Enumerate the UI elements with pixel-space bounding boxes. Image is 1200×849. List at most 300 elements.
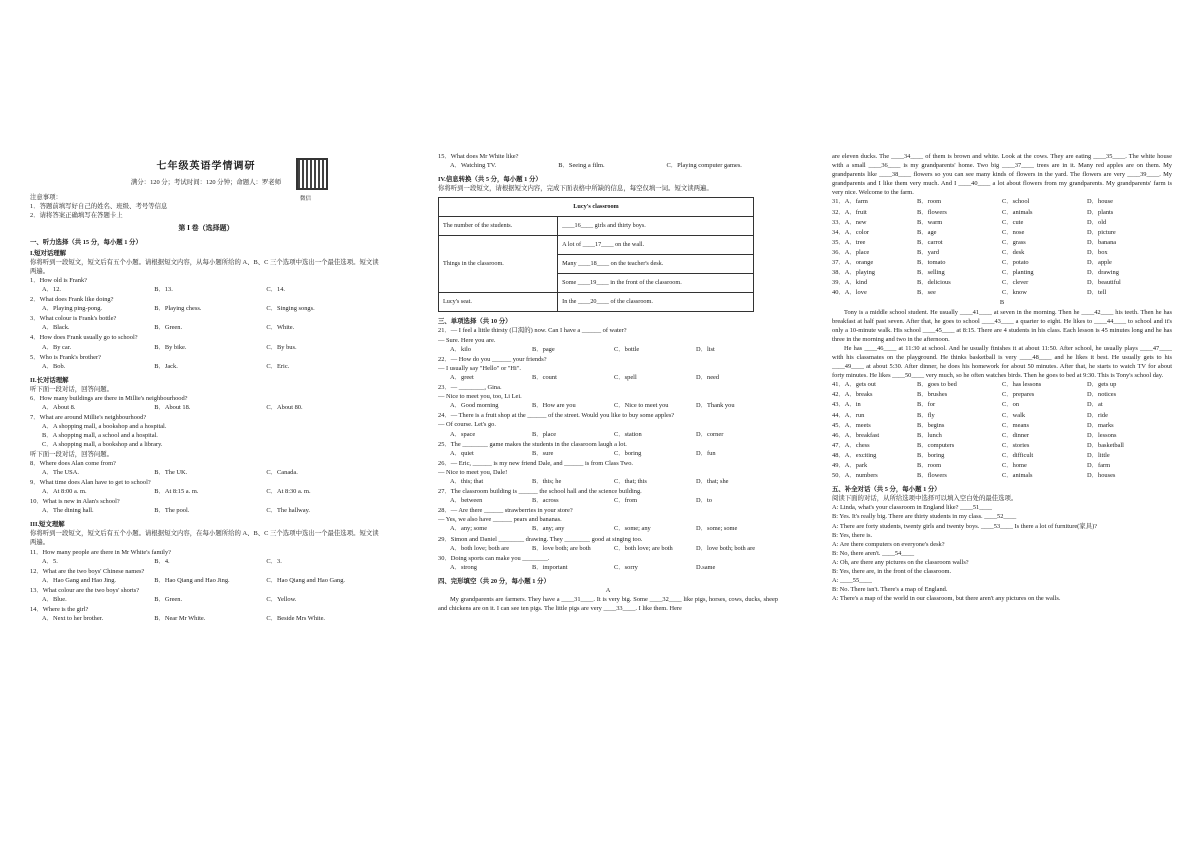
option: C．boring <box>614 449 642 457</box>
exam-info: 满分：120 分；考试时间：120 分钟；命题人：罗老师 <box>130 179 282 187</box>
option: C．some; any <box>614 525 651 533</box>
question-text: 13．What colour are the two boys' shorts? <box>30 586 140 594</box>
option: C．Yellow. <box>266 595 297 603</box>
info-table <box>438 197 754 312</box>
passage-label: B <box>999 299 1005 307</box>
option: 50．A．numbers <box>832 472 878 480</box>
option: C．Beside Mrs White. <box>266 615 326 623</box>
question-text: 22．— How do you ______ your friends? <box>438 355 547 363</box>
option: B．room <box>917 198 942 206</box>
options-row <box>30 285 382 294</box>
option: A．Watching TV. <box>450 162 497 170</box>
option: 44．A．run <box>832 411 865 419</box>
option: A．this; that <box>450 477 484 485</box>
option: C．About 80. <box>266 404 303 412</box>
option: B．boring <box>917 451 945 459</box>
option: 41．A．gets out <box>832 381 876 389</box>
options-row <box>832 471 1172 480</box>
qr-code-icon <box>296 158 328 190</box>
option: D．drawing <box>1087 269 1119 277</box>
option: B．How are you <box>532 402 576 410</box>
option: C．clever <box>1002 279 1029 287</box>
option: C．know <box>1002 289 1027 297</box>
question-text: 29．Simon and Daniel ________ drawing. They ________ good at singing too. <box>438 535 643 543</box>
option: C．Singing songs. <box>266 305 315 313</box>
option: D．that; she <box>696 477 729 485</box>
dialog <box>832 503 1172 603</box>
question-group <box>438 326 778 571</box>
option: B．Playing chess. <box>154 305 202 313</box>
question-text: 5．Who is Frank's brother? <box>30 353 101 361</box>
option: C．14. <box>266 285 286 293</box>
question-text: 12．What are the two boys' Chinese names? <box>30 567 145 575</box>
option: A．Good morning <box>450 402 499 410</box>
option: B．4. <box>154 557 170 565</box>
options-row <box>30 362 382 371</box>
option: B．begins <box>917 421 945 429</box>
option: B．any; any <box>532 525 565 533</box>
option: C．bottle <box>614 345 640 353</box>
option: 34．A．color <box>832 228 869 236</box>
option: A．kilo <box>450 345 471 353</box>
option: D．banana <box>1087 238 1117 246</box>
options-row <box>438 373 778 382</box>
options-row <box>832 431 1172 440</box>
option: B．page <box>532 345 555 353</box>
option: D．box <box>1087 248 1108 256</box>
option: B．Near Mr White. <box>154 615 206 623</box>
option: 47．A．chess <box>832 441 870 449</box>
notes-heading: 注意事项： <box>30 194 62 202</box>
options-row <box>30 323 382 332</box>
option: A．Next to her brother. <box>42 615 104 623</box>
dialog-line: A: There's a map of the world in our classroom, but there aren't any pictures on the walls. <box>832 595 1061 603</box>
option: C．At 8:30 a. m. <box>266 487 311 495</box>
question-text: — Nice to meet you, Dale! <box>438 468 508 476</box>
option: A．space <box>450 430 476 438</box>
options-row <box>438 449 778 458</box>
option: C．that; this <box>614 477 647 485</box>
note-item: 2．请将答案正确填写在答题卡上 <box>30 212 123 220</box>
option: C．school <box>1002 198 1030 206</box>
question-text: 23．— ________, Gina. <box>438 384 502 392</box>
options-row <box>832 228 1172 237</box>
option: D．fun <box>696 449 716 457</box>
question-text: 15．What does Mr White like? <box>438 153 519 160</box>
option: D．beautiful <box>1087 279 1121 287</box>
options-row <box>832 218 1172 227</box>
dialog-line: B: Yes, there is. <box>832 531 873 539</box>
option: A．between <box>450 497 483 505</box>
option: C．on <box>1002 401 1020 409</box>
question-group <box>30 276 382 371</box>
option: 49．A．park <box>832 462 868 469</box>
option: B．lunch <box>917 431 942 439</box>
options-row <box>30 595 382 604</box>
options-row <box>30 506 382 515</box>
option: D．corner <box>696 430 724 438</box>
passage-text: Tony is a middle school student. He usually ____41____ at seven in the morning. Then he ____42____ his teeth. Then he has breakfast at half past seven. After that, he goes to school ____43____ a quarter to eight. He likes to ____44____ to school and it's only a 10-minute walk. His school ____45____ at 8:15. There are 4 students in his class. Each lesson is 45 minutes long and he has three in the morning and two in the afternoon. <box>832 308 1172 343</box>
option: A．any; some <box>450 525 488 533</box>
options-row <box>832 248 1172 257</box>
option: D．tell <box>1087 289 1107 297</box>
option: D．house <box>1087 198 1113 206</box>
option: B．see <box>917 289 936 297</box>
question-group <box>30 459 382 516</box>
option: 43．A．in <box>832 401 861 409</box>
option: A．Playing ping-pong. <box>42 305 102 313</box>
option: 37．A．orange <box>832 259 874 267</box>
options-row <box>30 304 382 313</box>
option: B．A shopping mall, a school and a hospital. <box>42 432 158 440</box>
option: B．The UK. <box>154 468 188 476</box>
table-cell: Many ____18____ on the teacher's desk. <box>558 255 754 274</box>
option: A．A shopping mall, a bookshop and a hospital. <box>42 423 167 431</box>
option: C．Canada. <box>266 468 298 476</box>
option: C．sorry <box>614 563 638 571</box>
options-row <box>438 430 778 439</box>
dialog-line: B: Yes, there are, in the front of the classroom. <box>832 568 952 576</box>
table-cell: ____16____ girls and thirty boys. <box>558 217 754 236</box>
option: B．At 8:15 a. m. <box>154 487 199 495</box>
subsection-heading: I.短对话理解 <box>30 249 67 257</box>
options-row <box>832 258 1172 267</box>
option: A．The USA. <box>42 468 79 476</box>
option: 33．A．new <box>832 218 867 226</box>
option: 32．A．fruit <box>832 208 867 216</box>
option: A．At 8:00 a. m. <box>42 487 87 495</box>
option: B．Green. <box>154 595 183 603</box>
options-row <box>832 421 1172 430</box>
option: B．Green. <box>154 324 183 332</box>
option: B．warm <box>917 218 943 226</box>
option: C．home <box>1002 462 1027 469</box>
option: C．White. <box>266 324 295 332</box>
option: D．need <box>696 373 720 381</box>
option: D．marks <box>1087 421 1114 429</box>
options-row <box>832 278 1172 287</box>
option: C．A shopping mall, a bookshop and a library. <box>42 441 163 449</box>
option: A．12. <box>42 285 61 293</box>
option: B．carrot <box>917 238 943 246</box>
question-text: 3．What colour is Frank's bottle? <box>30 315 117 323</box>
options-row <box>30 468 382 477</box>
option: B．goes to bed <box>917 381 957 389</box>
option: B．selling <box>917 269 945 277</box>
table-cell: A lot of ____17____ on the wall. <box>558 236 754 255</box>
option: B．By bike. <box>154 343 187 351</box>
option: 48．A．exciting <box>832 451 877 459</box>
option: C．walk <box>1002 411 1026 419</box>
option: B．this; he <box>532 477 562 485</box>
instructions: 你将听到一段短文，短文后有五个小题。请根据短文内容，从每小题所给的 A、B、C 三个选项中选出一个最佳选项。短文读两遍。 <box>30 258 379 275</box>
option: C．both love; are both <box>614 544 673 552</box>
option: C．stories <box>1002 441 1030 449</box>
question-text: 11．How many people are there in Mr White's family? <box>30 548 171 556</box>
table-label: Things in the classroom. <box>439 236 558 293</box>
options-row <box>438 544 778 553</box>
option: C．means <box>1002 421 1029 429</box>
option: C．The hallway. <box>266 507 310 515</box>
question-text: — Sure. Here you are. <box>438 336 496 344</box>
option: D．little <box>1087 451 1110 459</box>
passage-text: He has ____46____ at 11:30 at school. And he usually finishes it at about 11:50. After school, he usually plays ____47____ with his classmates on the playground. He thinks basketball is very ____48____ and he likes it best. He usually gets to his ____49____ at about 5:30. After dinner, he does his homework for about 50 minutes. After that, he starts to watch TV for about forty minutes. He likes ____50____ very much, so he often watches birds. Then he goes to bed at 9:30. This is Tony's school day. <box>832 344 1172 380</box>
option: D．basketball <box>1087 441 1124 449</box>
options-row <box>832 461 1172 470</box>
option: C．Hao Qiang and Hao Gang. <box>266 576 345 584</box>
option: B．flowers <box>917 208 947 216</box>
question-text: 2．What does Frank like doing? <box>30 296 114 304</box>
dialog-line: A: Oh, are there any pictures on the classroom walls? <box>832 558 969 566</box>
option-grid <box>832 197 1172 297</box>
option: 36．A．place <box>832 248 870 256</box>
question-text: 10．What is new in Alan's school? <box>30 498 120 506</box>
option: A．By car. <box>42 343 72 351</box>
dialog-line: A: There are forty students, twenty girls and twenty boys. ____53____ Is there a lot of furniture(家具)? <box>832 522 1098 530</box>
option: B．room <box>917 462 942 469</box>
column-middle <box>438 0 778 849</box>
option: B．Hao Qiang and Hao Jing. <box>154 576 230 584</box>
option: C．difficult <box>1002 451 1034 459</box>
option: A．About 8. <box>42 404 76 412</box>
options-row <box>438 563 778 572</box>
question-text: 7．What are around Millie's neighbourhood? <box>30 414 147 422</box>
option: B．important <box>532 563 568 571</box>
passage-label: A <box>605 587 611 594</box>
table-label: Lucy's seat. <box>439 293 558 312</box>
option: 38．A．playing <box>832 269 875 277</box>
option: C．3. <box>266 557 282 565</box>
option: D．apple <box>1087 259 1112 267</box>
options-row <box>30 576 382 585</box>
option: B．fly <box>917 411 935 419</box>
question-group <box>30 548 382 624</box>
option: 31．A．farm <box>832 198 868 206</box>
option: B．About 18. <box>154 404 191 412</box>
subsection-heading: III.短文理解 <box>30 521 65 529</box>
part-one-title: 第 I 卷（选择题） <box>178 223 234 232</box>
option: D．houses <box>1087 472 1116 480</box>
option: C．planting <box>1002 269 1034 277</box>
instructions: 听下面一段对话，回答问题。 <box>30 385 114 393</box>
table-title: Lucy's classroom <box>439 198 754 217</box>
option: D．Thank you <box>696 402 735 410</box>
options-row <box>832 390 1172 399</box>
option: B．sure <box>532 449 554 457</box>
option: D．plants <box>1087 208 1114 216</box>
option: D．old <box>1087 218 1107 226</box>
option: 40．A．love <box>832 289 867 297</box>
dialog-line: B: Yes. It's really big. There are thirty students in my class. ____52____ <box>832 513 1017 521</box>
question-text: 25．The ________ game makes the students in the classroom laugh a lot. <box>438 440 627 448</box>
table-cell: Some ____19____ in the front of the classroom. <box>558 274 754 293</box>
question-text: 24．— There is a fruit shop at the ______ of the street. Would you like to buy some apples? <box>438 412 675 420</box>
dialog-line: A: Are there computers on everyone's desk? <box>832 540 945 548</box>
option: C．from <box>614 497 638 505</box>
question-text: 28．— Are there ______ strawberries in your store? <box>438 507 573 515</box>
options-row <box>438 496 778 505</box>
options-row <box>438 161 778 170</box>
question-group <box>30 394 382 450</box>
question-text: 8．Where does Alan come from? <box>30 459 116 467</box>
instructions: 阅读下面的对话，从所给选项中选择可以填入空白处的最佳选项。 <box>832 495 1018 503</box>
dialog-line: A: ____55____ <box>832 577 872 585</box>
option: B．count <box>532 373 557 381</box>
options-row <box>832 208 1172 217</box>
option: D．at <box>1087 401 1103 409</box>
options-row <box>832 288 1172 297</box>
option: 45．A．meets <box>832 421 871 429</box>
options-row <box>30 557 382 566</box>
option: C．desk <box>1002 248 1025 256</box>
option: D．farm <box>1087 462 1111 469</box>
options-row <box>832 451 1172 460</box>
option: B．The pool. <box>154 507 190 515</box>
question-text: — Of course. Let's go. <box>438 421 496 429</box>
options-row <box>832 400 1172 409</box>
options-row <box>832 197 1172 206</box>
option: D．to <box>696 497 712 505</box>
section-heading: IV.信息转换（共 5 分，每小题 1 分） <box>438 176 542 184</box>
notes <box>30 193 382 220</box>
options-row <box>30 614 382 623</box>
option: A．Black. <box>42 324 70 332</box>
option: B．computers <box>917 441 955 449</box>
instructions: 你将听到一段短文，请根据短文内容，完成下面表格中所缺的信息，每空仅填一词。短文读两遍。 <box>438 185 713 193</box>
option: C．nose <box>1002 228 1025 236</box>
options-row <box>30 403 382 412</box>
question-group <box>438 152 778 170</box>
option: A．both love; both are <box>450 544 510 552</box>
question-text: 4．How does Frank usually go to school? <box>30 334 138 342</box>
options-row <box>832 411 1172 420</box>
section-heading: 五、补全对话（共 5 分，每小题 1 分） <box>832 486 941 494</box>
option: B．flowers <box>917 472 947 480</box>
column-left <box>30 0 382 849</box>
option: C．potato <box>1002 259 1029 267</box>
question-text: 6．How many buildings are there in Millie's neighbourhood? <box>30 395 188 402</box>
options-row <box>30 343 382 352</box>
option: 35．A．tree <box>832 238 866 246</box>
option: B．love both; are both <box>532 544 591 552</box>
options-row <box>438 477 778 486</box>
question-text: 14．Where is the girl? <box>30 606 89 614</box>
option: C．dinner <box>1002 431 1029 439</box>
option: A．Hao Gang and Hao Jing. <box>42 576 117 584</box>
option: 42．A．breaks <box>832 391 873 399</box>
option: D．lessons <box>1087 431 1117 439</box>
qr-label: 微信 <box>300 196 312 202</box>
option: B．Jack. <box>154 362 178 370</box>
question-text: — I usually say "Hello" or "Hi". <box>438 364 522 372</box>
option: C．animals <box>1002 472 1033 480</box>
instructions: 你将听到一段短文，短文后有五个小题。请根据短文内容，在每小题所给的 A、B、C 三个选项中选出一个最佳选项。短文读两遍。 <box>30 530 379 547</box>
instructions: 听下面一段对话，回答问题。 <box>30 450 114 458</box>
option: A．The dining hall. <box>42 507 94 515</box>
dialog-line: A: Linda, what's your classroom in England like? ____51____ <box>832 504 993 512</box>
option: B．across <box>532 497 559 505</box>
option: B．age <box>917 228 937 236</box>
question-text: 27．The classroom building is ______ the school hall and the science building. <box>438 488 642 496</box>
option: C．Playing computer games. <box>666 162 742 170</box>
option: D．love both; both are <box>696 544 756 552</box>
options-row <box>832 380 1172 389</box>
option: C．spell <box>614 373 637 381</box>
passage-text: My grandparents are farmers. They have a ____31____. It is very big. Some ____32____ like pigs, horses, cows, ducks, sheep and chickens are on it. I can see ten pigs. The little pigs are very ____33____. I like them. Here <box>438 596 778 613</box>
option: C．cute <box>1002 218 1024 226</box>
option: D．picture <box>1087 228 1116 236</box>
option: B．brushes <box>917 391 948 399</box>
option: 46．A．breakfast <box>832 431 880 439</box>
options-row <box>30 487 382 496</box>
options-row <box>832 441 1172 450</box>
option: C．Nice to meet you <box>614 402 669 410</box>
section-heading: 一、听力选择（共 15 分，每小题 1 分） <box>30 238 142 246</box>
table-cell: In the ____20____ of the classroom. <box>558 293 754 312</box>
option: B．for <box>917 401 936 409</box>
question-text: 9．What time does Alan have to get to school? <box>30 478 151 486</box>
options-row <box>438 524 778 533</box>
option: A．5. <box>42 557 58 565</box>
option: 39．A．kind <box>832 279 868 287</box>
option: B．Seeing a film. <box>558 162 605 170</box>
option: B．delicious <box>917 279 951 287</box>
options-row <box>832 238 1172 247</box>
question-text: — Nice to meet you, too, Li Lei. <box>438 393 522 401</box>
subsection-heading: II.长对话理解 <box>30 376 69 384</box>
option: D．list <box>696 345 715 353</box>
option: A．quiet <box>450 449 474 457</box>
option: D.same <box>696 563 716 571</box>
option: B．place <box>532 430 557 438</box>
option: B．yard <box>917 248 940 256</box>
option: C．Eric. <box>266 362 290 370</box>
option: D．ride <box>1087 411 1108 419</box>
question-text: 1．How old is Frank? <box>30 276 87 284</box>
question-text: 21．— I feel a little thirsty (口渴的) now. Can I have a ______ of water? <box>438 327 627 335</box>
question-text: 30．Doing sports can make you ________. <box>438 554 550 562</box>
options-row <box>438 401 778 410</box>
page-title: 七年级英语学情调研 <box>156 161 256 172</box>
question-text: — Yes, we also have ______ pears and bananas. <box>438 516 562 524</box>
dialog-line: B: No, there aren't. ____54____ <box>832 549 915 557</box>
note-item: 1．答题前填写好自己的姓名、班级、考号等信息 <box>30 203 168 211</box>
table-label: The number of the students. <box>439 217 558 236</box>
option: A．greet <box>450 373 474 381</box>
options-row <box>438 345 778 354</box>
option: A．strong <box>450 563 477 571</box>
option: D．gets up <box>1087 381 1117 389</box>
section-heading: 三、单项选择（共 10 分） <box>438 318 512 326</box>
option: B．13. <box>154 285 173 293</box>
option-grid <box>832 380 1172 480</box>
option: D．notices <box>1087 391 1117 399</box>
option: A．Blue. <box>42 595 67 603</box>
passage-text: are eleven ducks. The ____34____ of them is brown and white. Look at the cows. They are eating ____35____. The white house with a small ____36____ is my grandparents' home. Two big ____37____ trees are in it. Many red apples are on them. My grandparents like ____38____ flowers so you can see many kinds of flowers in the yard. The flowers are very ____39____. My grandparents and I like them very much. And I ____40____ a lot about flowers from my grandparents. My grandparents' farm is very nice. Welcome to the farm. <box>832 153 1172 197</box>
question-text: 26．— Eric, ______ is my new friend Dale, and ______ is from Class Two. <box>438 459 634 467</box>
section-heading: 四、完形填空（共 20 分，每小题 1 分） <box>438 577 550 585</box>
option: C．prepares <box>1002 391 1035 399</box>
option: C．By bus. <box>266 343 297 351</box>
dialog-line: B: No. There isn't. There's a map of England. <box>832 586 948 594</box>
option: C．grass <box>1002 238 1026 246</box>
option: B．tomato <box>917 259 946 267</box>
option: C．station <box>614 430 642 438</box>
column-right <box>832 0 1172 849</box>
option: C．animals <box>1002 208 1033 216</box>
options-row <box>832 268 1172 277</box>
option: C．has lessons <box>1002 381 1042 389</box>
